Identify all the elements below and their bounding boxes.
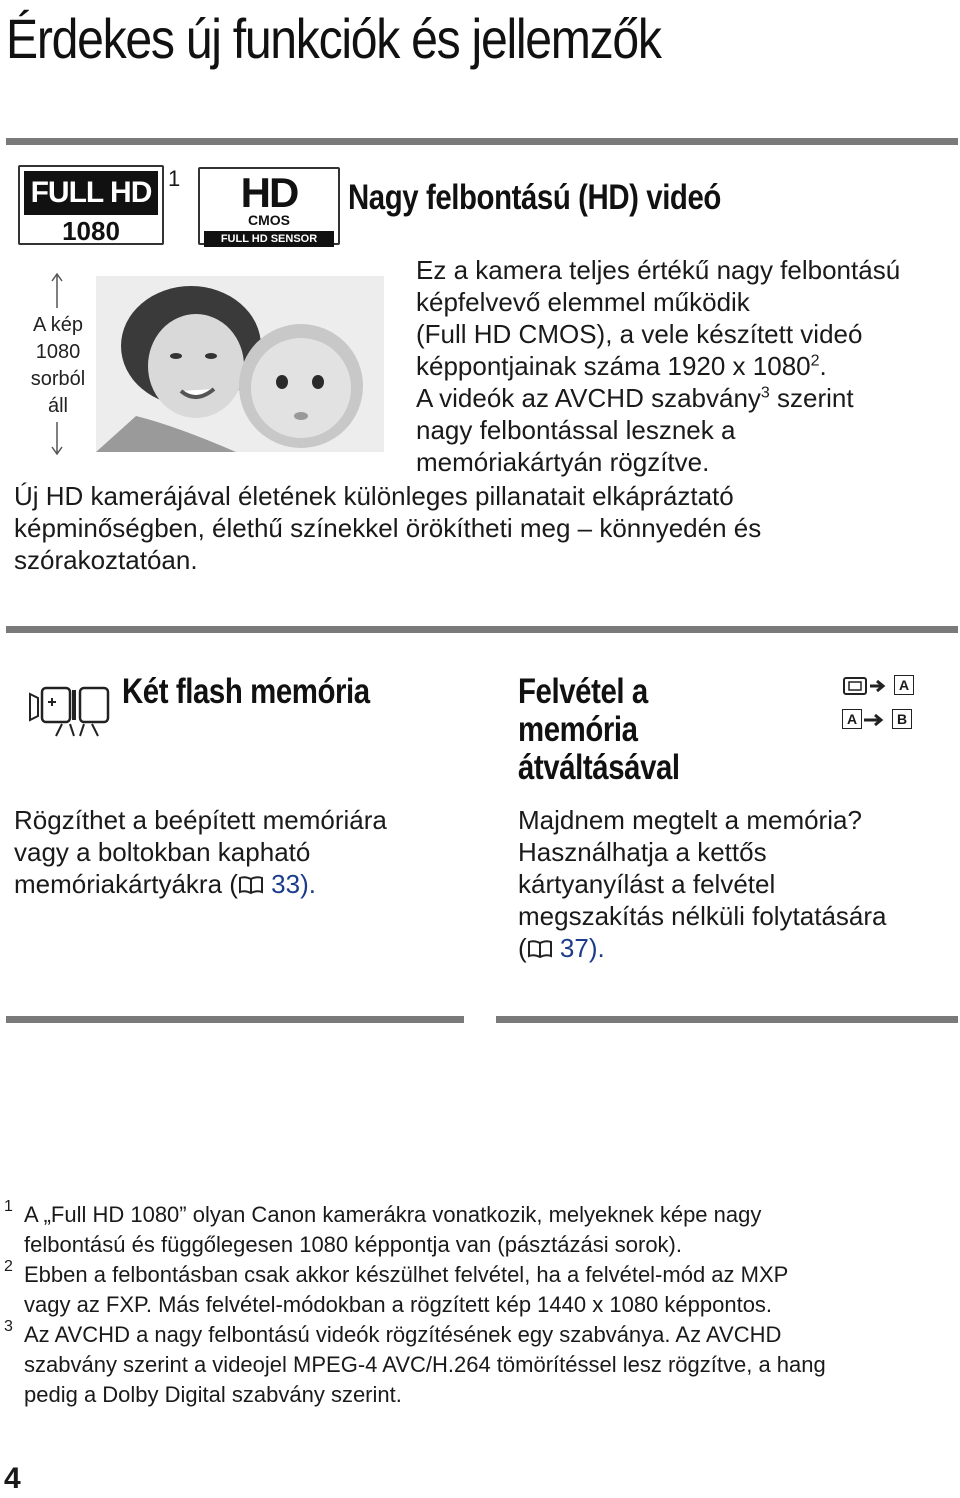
- hd-wide-text: [14, 480, 954, 576]
- column-divider-right: [496, 1016, 958, 1023]
- dual-memory-line: vagy a boltokban kapható: [14, 837, 311, 867]
- footnote-line: szabvány szerint a videojel MPEG-4 AVC/H.264 tömörítéssel lesz rögzítve, a hang: [24, 1352, 826, 1377]
- page-number: 4: [4, 1462, 21, 1495]
- card-a-badge: A: [842, 709, 862, 729]
- hd-cmos-logo-cmos: CMOS: [248, 212, 290, 228]
- page-ref-link[interactable]: 37).: [552, 933, 605, 963]
- book-icon: [527, 934, 553, 954]
- hd-intro-line-avchd: [416, 382, 956, 414]
- full-hd-logo-resolution: 1080: [62, 216, 120, 246]
- side-note-line: áll: [47, 395, 68, 417]
- dual-memory-ref-pre: memóriakártyákra (: [14, 869, 238, 899]
- avchd-text: A videók az AVCHD szabvány: [416, 383, 761, 413]
- footnote-line: felbontású és függőlegesen 1080 képpontja van (pásztázási sorok).: [24, 1232, 682, 1257]
- relay-ref-line: [518, 932, 958, 964]
- pixels-text-end: .: [819, 351, 827, 381]
- footnote-3: [4, 1318, 954, 1410]
- footnote-2: [4, 1258, 954, 1320]
- footnote-line: Ebben a felbontásban csak akkor készülhet felvétel, ha a felvétel-mód az MXP: [24, 1262, 789, 1287]
- footnote-line: pedig a Dolby Digital szabvány szerint.: [24, 1382, 402, 1407]
- dual-memory-ref-line: [14, 868, 464, 900]
- avchd-text-end: szerint: [769, 383, 854, 413]
- relay-line: Majdnem megtelt a memória?: [518, 805, 862, 835]
- hd-wide-line: Új HD kamerájával életének különleges pillanatait elkápráztató: [14, 481, 734, 511]
- hd-intro-line: Ez a kamera teljes értékű nagy felbontású: [416, 255, 901, 285]
- page-ref-link[interactable]: 33).: [263, 869, 316, 899]
- card-a-badge: A: [894, 675, 914, 695]
- footnote-number: 2: [4, 1258, 13, 1275]
- arrow-down-icon: [50, 422, 64, 456]
- relay-recording-text: [518, 804, 958, 964]
- hd-intro-text: [416, 254, 956, 478]
- page-title: Érdekes új funkciók és jellemzők: [6, 7, 661, 70]
- side-note-line: 1080: [35, 341, 81, 363]
- hd-intro-line: képfelvevő elemmel működik: [416, 287, 750, 317]
- relay-recording-heading: [518, 672, 710, 786]
- footnote-ref-2: 2: [810, 352, 820, 370]
- resolution-side-note: [22, 312, 94, 420]
- hd-wide-line: képminőségben, élethű színekkel örökítheti meg – könnyedén és: [14, 513, 762, 543]
- relay-heading-line: memória: [518, 710, 638, 749]
- hd-cmos-logo-hd: HD: [240, 169, 298, 216]
- relay-line: kártyanyílást a felvétel: [518, 869, 776, 899]
- dual-memory-heading: Két flash memória: [122, 672, 370, 711]
- column-divider-left: [6, 1016, 464, 1023]
- relay-heading-line: Felvétel a: [518, 672, 648, 711]
- logo-footnote-marker: 1: [168, 166, 181, 191]
- full-hd-logo-text: FULL HD: [24, 171, 158, 215]
- footnote-line: Az AVCHD a nagy felbontású videók rögzítésének egy szabványa. Az AVCHD: [24, 1322, 782, 1347]
- relay-memory-to-a-icon: [842, 674, 916, 698]
- full-hd-1080-logo: [18, 165, 164, 245]
- hd-intro-line-pixels: [416, 350, 956, 382]
- footnote-number: 3: [4, 1318, 13, 1335]
- book-icon: [238, 870, 264, 890]
- hd-cmos-logo-sensor: FULL HD SENSOR: [204, 231, 334, 247]
- footnote-line: A „Full HD 1080” olyan Canon kamerákra vonatkozik, melyeknek képe nagy: [24, 1202, 762, 1227]
- pixels-text: képpontjainak száma 1920 x 1080: [416, 351, 811, 381]
- footnote-ref-3: 3: [760, 384, 770, 402]
- hd-wide-line: szórakoztatóan.: [14, 545, 198, 575]
- title-divider: [6, 138, 958, 145]
- dual-memory-icon: [26, 682, 112, 738]
- relay-line: megszakítás nélküli folytatására: [518, 901, 887, 931]
- side-note-line: A kép: [32, 314, 84, 336]
- card-b-badge: B: [892, 709, 912, 729]
- hd-intro-line: (Full HD CMOS), a vele készített videó: [416, 319, 863, 349]
- section-divider: [6, 626, 958, 633]
- dual-memory-text: [14, 804, 464, 900]
- mother-and-baby-photo: [96, 276, 384, 452]
- side-note-line: sorból: [30, 368, 86, 390]
- hd-intro-line: nagy felbontással lesznek a: [416, 415, 736, 445]
- relay-a-to-b-icon: [842, 708, 916, 732]
- arrow-up-icon: [50, 272, 64, 308]
- footnote-1: [4, 1198, 954, 1260]
- relay-heading-line: átváltásával: [518, 748, 680, 787]
- hd-video-heading: Nagy felbontású (HD) videó: [348, 178, 721, 217]
- hd-cmos-logo: [198, 167, 340, 245]
- footnote-line: vagy az FXP. Más felvétel-módokban a rögzített kép 1440 x 1080 képpontos.: [24, 1292, 773, 1317]
- relay-ref-pre: (: [518, 933, 527, 963]
- hd-intro-line: memóriakártyán rögzítve.: [416, 447, 710, 477]
- dual-memory-line: Rögzíthet a beépített memóriára: [14, 805, 387, 835]
- relay-line: Használhatja a kettős: [518, 837, 767, 867]
- footnote-number: 1: [4, 1198, 13, 1215]
